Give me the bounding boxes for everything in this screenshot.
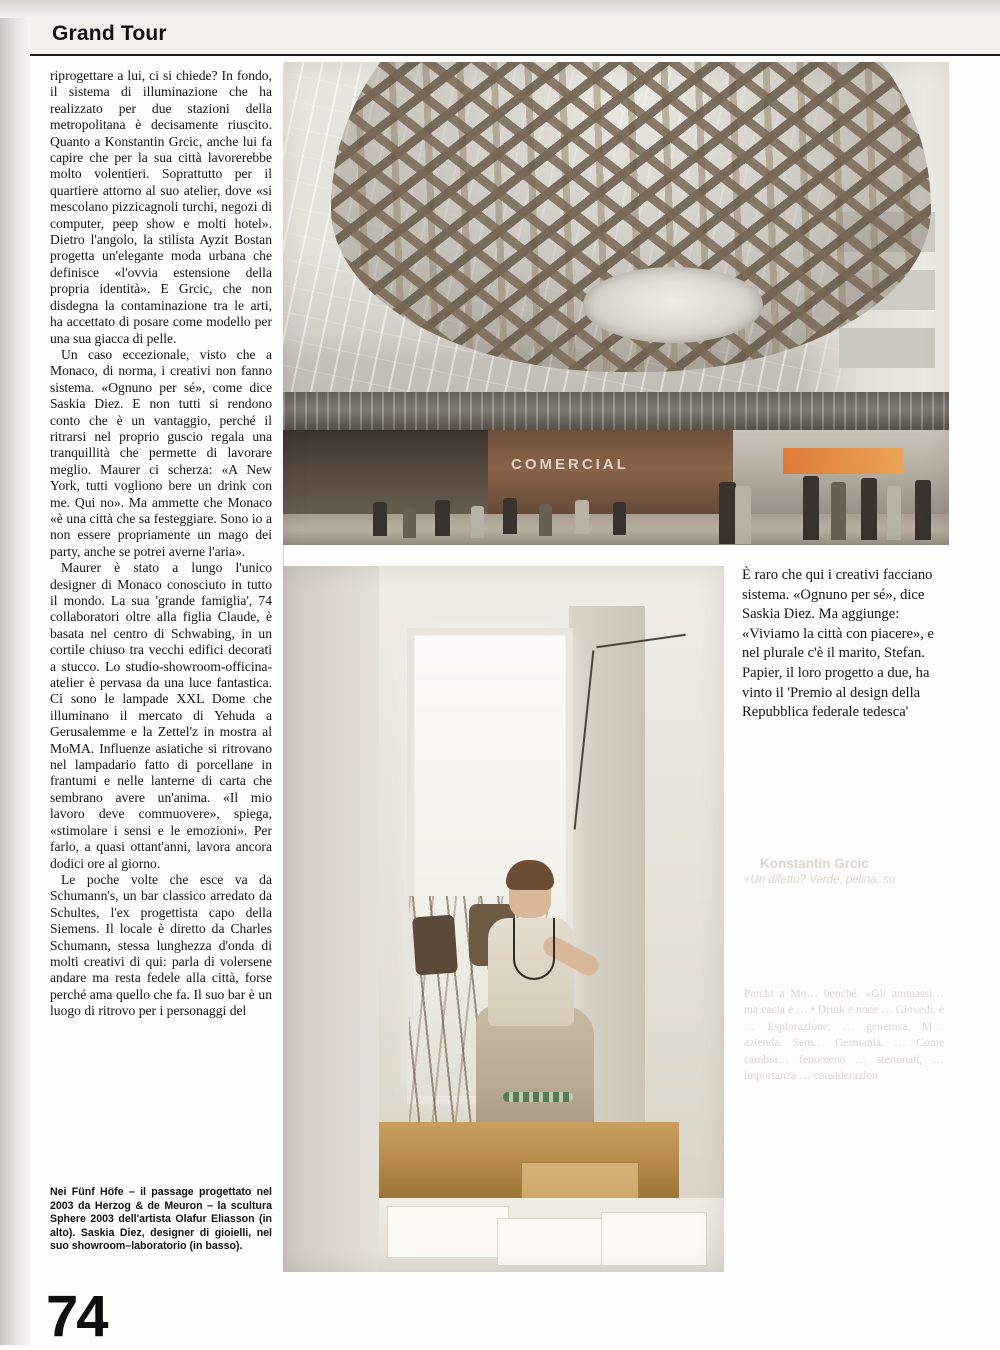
orange-banner (783, 448, 903, 474)
scan-edge-left (0, 0, 30, 1345)
hanging-bag-left (412, 915, 458, 976)
person-figure (373, 502, 387, 536)
person-figure (735, 486, 751, 544)
article-body-column (50, 68, 272, 1020)
section-kicker: Grand Tour (52, 22, 167, 45)
scan-edge-top (0, 0, 1000, 18)
showthrough-subtitle: «Un difetto? Verde, pelina, su (744, 874, 896, 886)
person-figure (719, 482, 736, 544)
necklace (513, 918, 555, 980)
person-figure (539, 504, 552, 536)
article-paragraph: riprogettare a lui, ci si chiede? In fondo, il sistema di illuminazione che ha realizzato per due stazioni della metropolitana è decisamente riuscito. Quanto a Konstantin Grcic, anche lui fa capire che per la sua città lavorerebbe molto volentieri. Soprattutto per il quartiere attorno al suo atelier, dove «si mescolano pizzicagnoli turchi, negozi di computer, peep show e molti hotel». Dietro l'angolo, la stilista Ayzit Bostan progetta un'elegante moda urbana che definisce «l'ovvia estensione della propria identità». E Grcic, che non disdegna la contaminazione tra le arti, ha accettato di posare come modello per una sua giacca di pelle. (50, 68, 272, 346)
showthrough-title: Konstantin Grcic (760, 856, 869, 871)
paper-sheet (601, 1212, 707, 1266)
shopfront-center (488, 430, 733, 526)
person-figure (831, 482, 846, 540)
fuenf-hoefe-passage-sphere-photo (283, 62, 949, 545)
person-figure (613, 502, 626, 535)
person-figure (435, 500, 450, 536)
person-figure (503, 498, 517, 534)
article-paragraph: Le poche volte che esce va da Schumann's, un bar classico arredato da Schultes, l'ex progettista capo della Siemens. Il locale è diretto da Charles Schumann, stessa lunghezza d'onda di molti creativi di qui: parla di volersene andare ma resta fedele alla città, forse perché ama quello che fa. Il suo bar è un luogo di ritrovo per i personaggi del (50, 871, 272, 1019)
person-figure (403, 508, 416, 538)
person-figure (803, 476, 819, 540)
person-figure (471, 506, 484, 538)
paper-sheet (387, 1206, 509, 1258)
header-band (30, 18, 1000, 56)
mezzanine-band (283, 392, 949, 430)
person-figure (887, 486, 901, 540)
person-figure (915, 480, 931, 540)
article-paragraph: Un caso eccezionale, visto che a Monaco, di norma, i creativi non fanno sistema. «Ognuno per sé», come dice Saskia Diez. E non tutti si rendono conto che è un vantaggio, perché il ritrarsi nel proprio guscio regala una tranquillità che permette di lavorare meglio. Maurer ci scherza: «A New York, tutti vogliono bere un drink con me. Qui no». Ma ammette che Monaco «è una città che sa festeggiare. Sono io a non essere propriamente un mago dei party, anche se potrei averne l'aria». (50, 346, 272, 559)
article-paragraph: Maurer è stato a lungo l'unico designer di Monaco conosciuto in tutto il mondo. La sua 'grande famiglia', 74 collaboratori oltre alla figlia Claude, è basata nel centro di Schwabing, in un cortile chiuso tra vecchi edifici decorati a stucco. Lo studio-showroom-officina-atelier è pervasa da una luce fantastica. Ci sono le lampade XXL Dome che illuminano il mercato di Yehuda a Gerusalemme e la Zettel'z in mostra al MoMA. Influenze asiatiche si ritrovano nel lampadario fatto di porcellane in frantumi e nelle lanterne di carta che sembrano avere un'anima. «Il mio lavoro deve commuovere», spiega, «stimolare i sensi e le emozioni». Per farlo, a quasi ottant'anni, lavora ancora dodici ore al giorno. (50, 560, 272, 871)
shop-sign-text: COMERCIAL (511, 456, 629, 473)
showthrough-body: Parchi a Mo… benché. «Gli ammassi… ma cacia è … • Drink e noce … Giovedì, è … Esplorazione, … generosa, M… azienda. Sem… Germania. … Come cambia… fenomeno … stemmati, … importanza … considerazion (744, 987, 944, 1083)
saskia-diez-showroom-photo (283, 566, 724, 1272)
showroom-left-wall (283, 566, 379, 1272)
person-figure (575, 500, 589, 534)
paper-sheet (497, 1218, 609, 1266)
page-number: 74 (46, 1284, 107, 1349)
sphere-opening (583, 267, 763, 343)
photo-caption: Nei Fünf Höfe – il passage progettato nel 2003 da Herzog & de Meuron – la scultura Sphere 2003 dell'artista Olafur Eliasson (in alto). Saskia Diez, designer di gioielli, nel suo showroom–laboratorio (in basso). (50, 1186, 272, 1253)
person-figure (861, 478, 877, 540)
pull-quote: È raro che qui i creativi facciano sistema. «Ognuno per sé», dice Saskia Diez. Ma aggiunge: «Viviamo la città con piacere», e nel plurale c'è il marito, Stefan. Papier, il loro progetto a due, ha vinto il 'Premio al design della Repubblica federale tedesca' (742, 567, 934, 721)
mezzanine-ribs (283, 392, 949, 430)
beaded-jewellery (503, 1092, 573, 1102)
